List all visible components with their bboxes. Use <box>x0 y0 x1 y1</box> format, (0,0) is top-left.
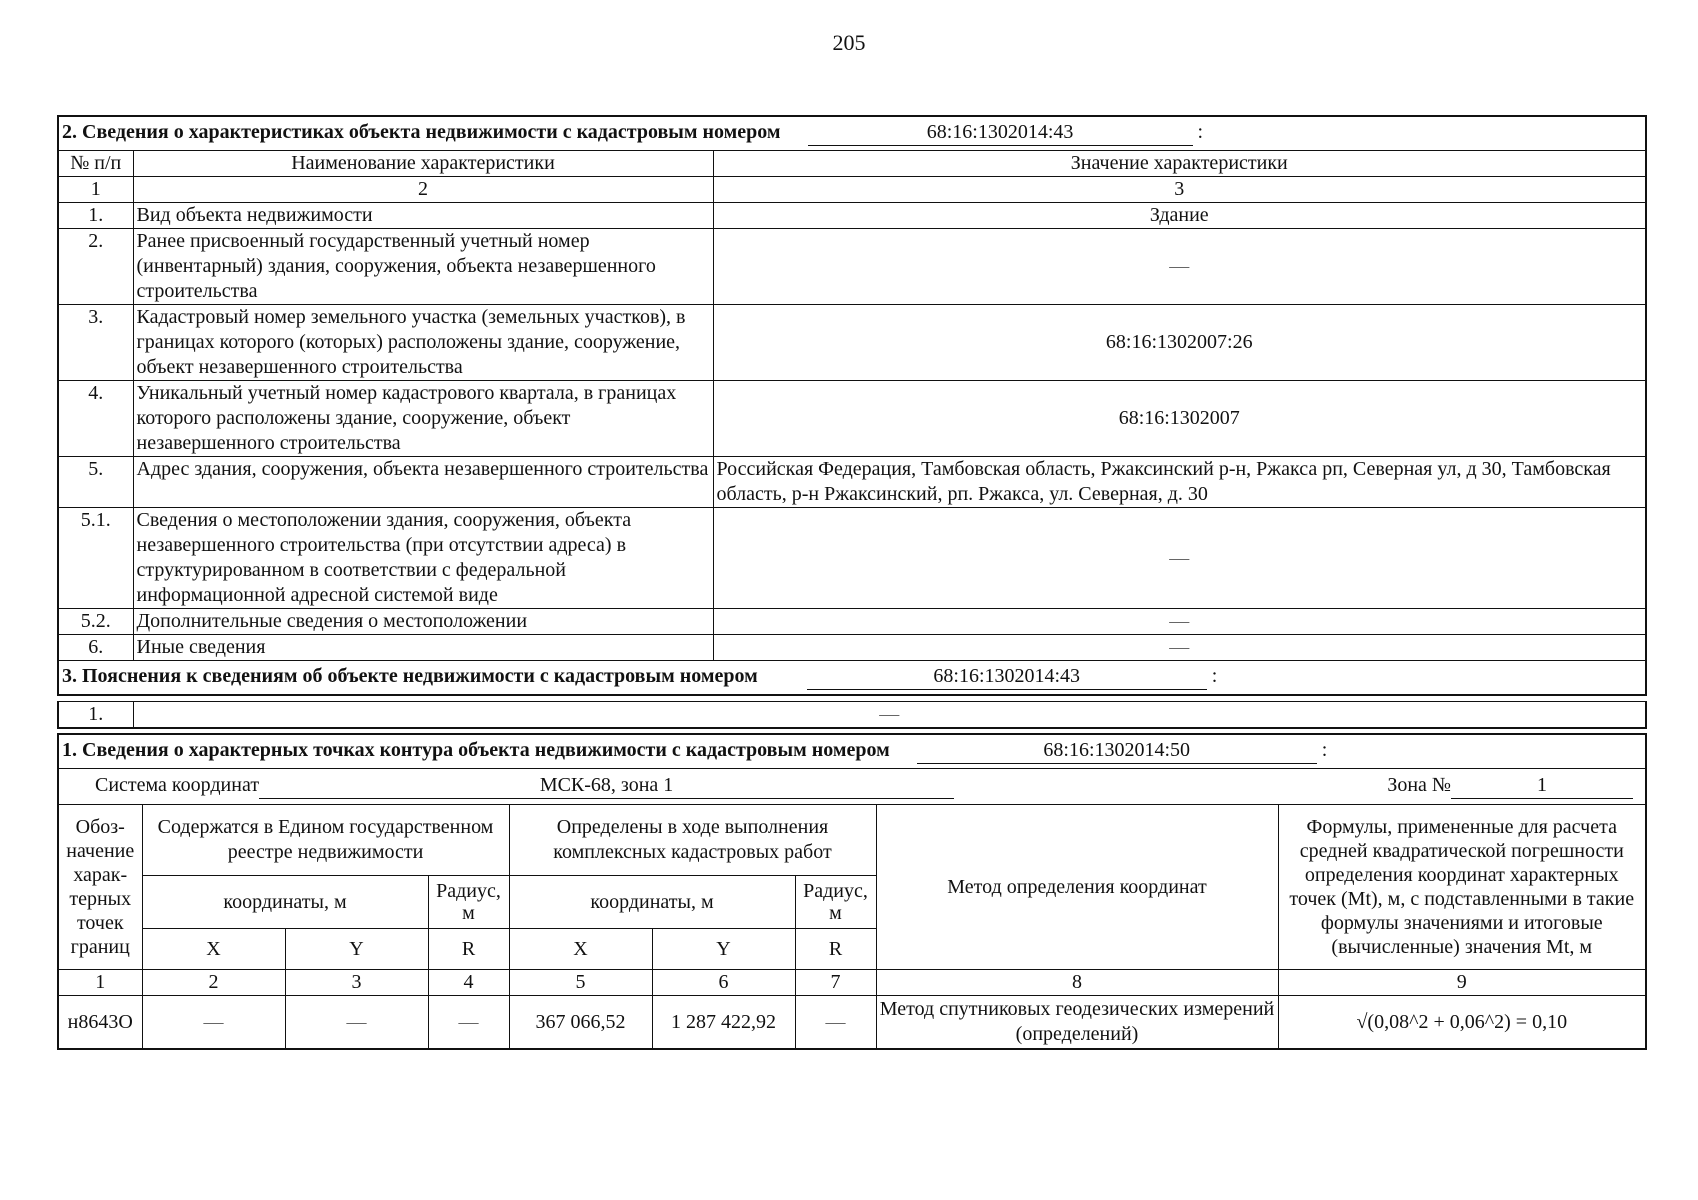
egrn-radius-header: Радиус, м <box>428 876 509 929</box>
col-number: 3 <box>713 177 1646 203</box>
table-row <box>58 609 1646 635</box>
row-value: 68:16:1302007 <box>713 381 1646 457</box>
col-header-name: Наименование характеристики <box>133 151 713 177</box>
kkr-coords-header: координаты, м <box>509 876 795 929</box>
col-number: 3 <box>285 970 428 996</box>
section3-title: 3. Пояснения к сведениям об объекте недвижимости с кадастровым номером <box>62 665 758 687</box>
row-num: 6. <box>58 635 133 661</box>
point-designation: н8643О <box>58 996 142 1050</box>
table-row <box>58 635 1646 661</box>
points-title: 1. Сведения о характерных точках контура объекта недвижимости с кадастровым номером <box>62 739 890 761</box>
method-value: Метод спутниковых геодезических измерений (определений) <box>876 996 1278 1050</box>
coord-system-label: Система координат <box>95 774 260 796</box>
row-num: 2. <box>58 229 133 305</box>
kkr-y-header: Y <box>652 929 795 970</box>
row-name: Уникальный учетный номер кадастрового квартала, в границах которого расположены здание, сооружение, объект незавершенного строительства <box>133 381 713 457</box>
kkr-r: — <box>795 996 876 1050</box>
table-row <box>58 381 1646 457</box>
section2-header <box>58 116 1646 151</box>
formula-value: √(0,08^2 + 0,06^2) = 0,10 <box>1278 996 1646 1050</box>
row-value: — <box>713 635 1646 661</box>
row-name: Сведения о местоположении здания, сооружения, объекта незавершенного строительства (при отсутствии адреса) в структурированном в соответствии с федеральной информационной адресной системой виде <box>133 508 713 609</box>
col-number: 1 <box>58 177 133 203</box>
row-name: Ранее присвоенный государственный учетный номер (инвентарный) здания, сооружения, объекта незавершенного строительства <box>133 229 713 305</box>
col-number: 1 <box>58 970 142 996</box>
coord-system-row <box>58 769 1646 805</box>
characteristics-table <box>57 115 1647 696</box>
col-number: 5 <box>509 970 652 996</box>
row-num: 5.2. <box>58 609 133 635</box>
row-num: 1. <box>58 203 133 229</box>
table-row <box>58 508 1646 609</box>
points-header <box>58 734 1646 769</box>
section3-colon: : <box>1211 665 1218 687</box>
row-value: Здание <box>713 203 1646 229</box>
coord-system-value: МСК-68, зона 1 <box>259 772 954 799</box>
section2-title: 2. Сведения о характеристиках объекта недвижимости с кадастровым номером <box>62 121 781 143</box>
row-name: Вид объекта недвижимости <box>133 203 713 229</box>
col-number: 9 <box>1278 970 1646 996</box>
zone-label: Зона № <box>1387 774 1451 796</box>
zone-value: 1 <box>1451 772 1633 799</box>
row-name: Кадастровый номер земельного участка (земельных участков), в границах которого (которых) расположены здание, сооружение, объект незавершенного строительства <box>133 305 713 381</box>
kkr-y: 1 287 422,92 <box>652 996 795 1050</box>
section2-colon: : <box>1197 121 1204 143</box>
table-row <box>58 457 1646 508</box>
method-header: Метод определения координат <box>876 805 1278 970</box>
egrn-r: — <box>428 996 509 1050</box>
row-num: 5. <box>58 457 133 508</box>
row-name: Адрес здания, сооружения, объекта незавершенного строительства <box>133 457 713 508</box>
explanations-table <box>57 701 1647 729</box>
col-header-value: Значение характеристики <box>713 151 1646 177</box>
col-header-num: № п/п <box>58 151 133 177</box>
kkr-x-header: X <box>509 929 652 970</box>
section3-cadastral-number: 68:16:1302014:43 <box>807 663 1207 690</box>
col-number: 2 <box>133 177 713 203</box>
table-row <box>58 203 1646 229</box>
col-number: 7 <box>795 970 876 996</box>
row-value: — <box>133 702 1646 729</box>
egrn-header: Содержатся в Едином государственном реестре недвижимости <box>142 805 509 876</box>
kkr-x: 367 066,52 <box>509 996 652 1050</box>
row-value: — <box>713 229 1646 305</box>
section2-cadastral-number: 68:16:1302014:43 <box>808 119 1193 146</box>
document-sheet <box>57 115 1647 1050</box>
egrn-x: — <box>142 996 285 1050</box>
row-value: 68:16:1302007:26 <box>713 305 1646 381</box>
kkr-header: Определены в ходе выполнения комплексных кадастровых работ <box>509 805 876 876</box>
egrn-x-header: X <box>142 929 285 970</box>
egrn-y: — <box>285 996 428 1050</box>
designation-header: Обоз-начение харак-терных точек границ <box>58 805 142 970</box>
row-name: Дополнительные сведения о местоположении <box>133 609 713 635</box>
egrn-r-header: R <box>428 929 509 970</box>
points-colon: : <box>1321 739 1328 761</box>
table-row <box>58 996 1646 1050</box>
table-row <box>58 702 1646 729</box>
table-row <box>58 229 1646 305</box>
row-value: — <box>713 508 1646 609</box>
kkr-r-header: R <box>795 929 876 970</box>
col-number: 2 <box>142 970 285 996</box>
row-name: Иные сведения <box>133 635 713 661</box>
egrn-y-header: Y <box>285 929 428 970</box>
page-number: 205 <box>832 30 866 55</box>
col-number: 4 <box>428 970 509 996</box>
row-num: 3. <box>58 305 133 381</box>
row-value: — <box>713 609 1646 635</box>
section3-header <box>58 661 1646 696</box>
row-value: Российская Федерация, Тамбовская область, Ржаксинский р-н, Ржакса рп, Северная ул, д 30, Тамбовская область, р-н Ржаксинский, рп. Ржакса, ул. Северная, д. 30 <box>713 457 1646 508</box>
points-cadastral-number: 68:16:1302014:50 <box>917 737 1317 764</box>
table-row <box>58 305 1646 381</box>
points-table <box>57 733 1647 1050</box>
row-num: 4. <box>58 381 133 457</box>
egrn-coords-header: координаты, м <box>142 876 428 929</box>
col-number: 8 <box>876 970 1278 996</box>
formula-header: Формулы, примененные для расчета средней квадратической погрешности определения координат характерных точек (Mt), м, с подставленными в такие формулы значениями и итоговые (вычисленные) значения Mt, м <box>1278 805 1646 970</box>
row-num: 1. <box>58 702 133 729</box>
col-number: 6 <box>652 970 795 996</box>
kkr-radius-header: Радиус, м <box>795 876 876 929</box>
row-num: 5.1. <box>58 508 133 609</box>
